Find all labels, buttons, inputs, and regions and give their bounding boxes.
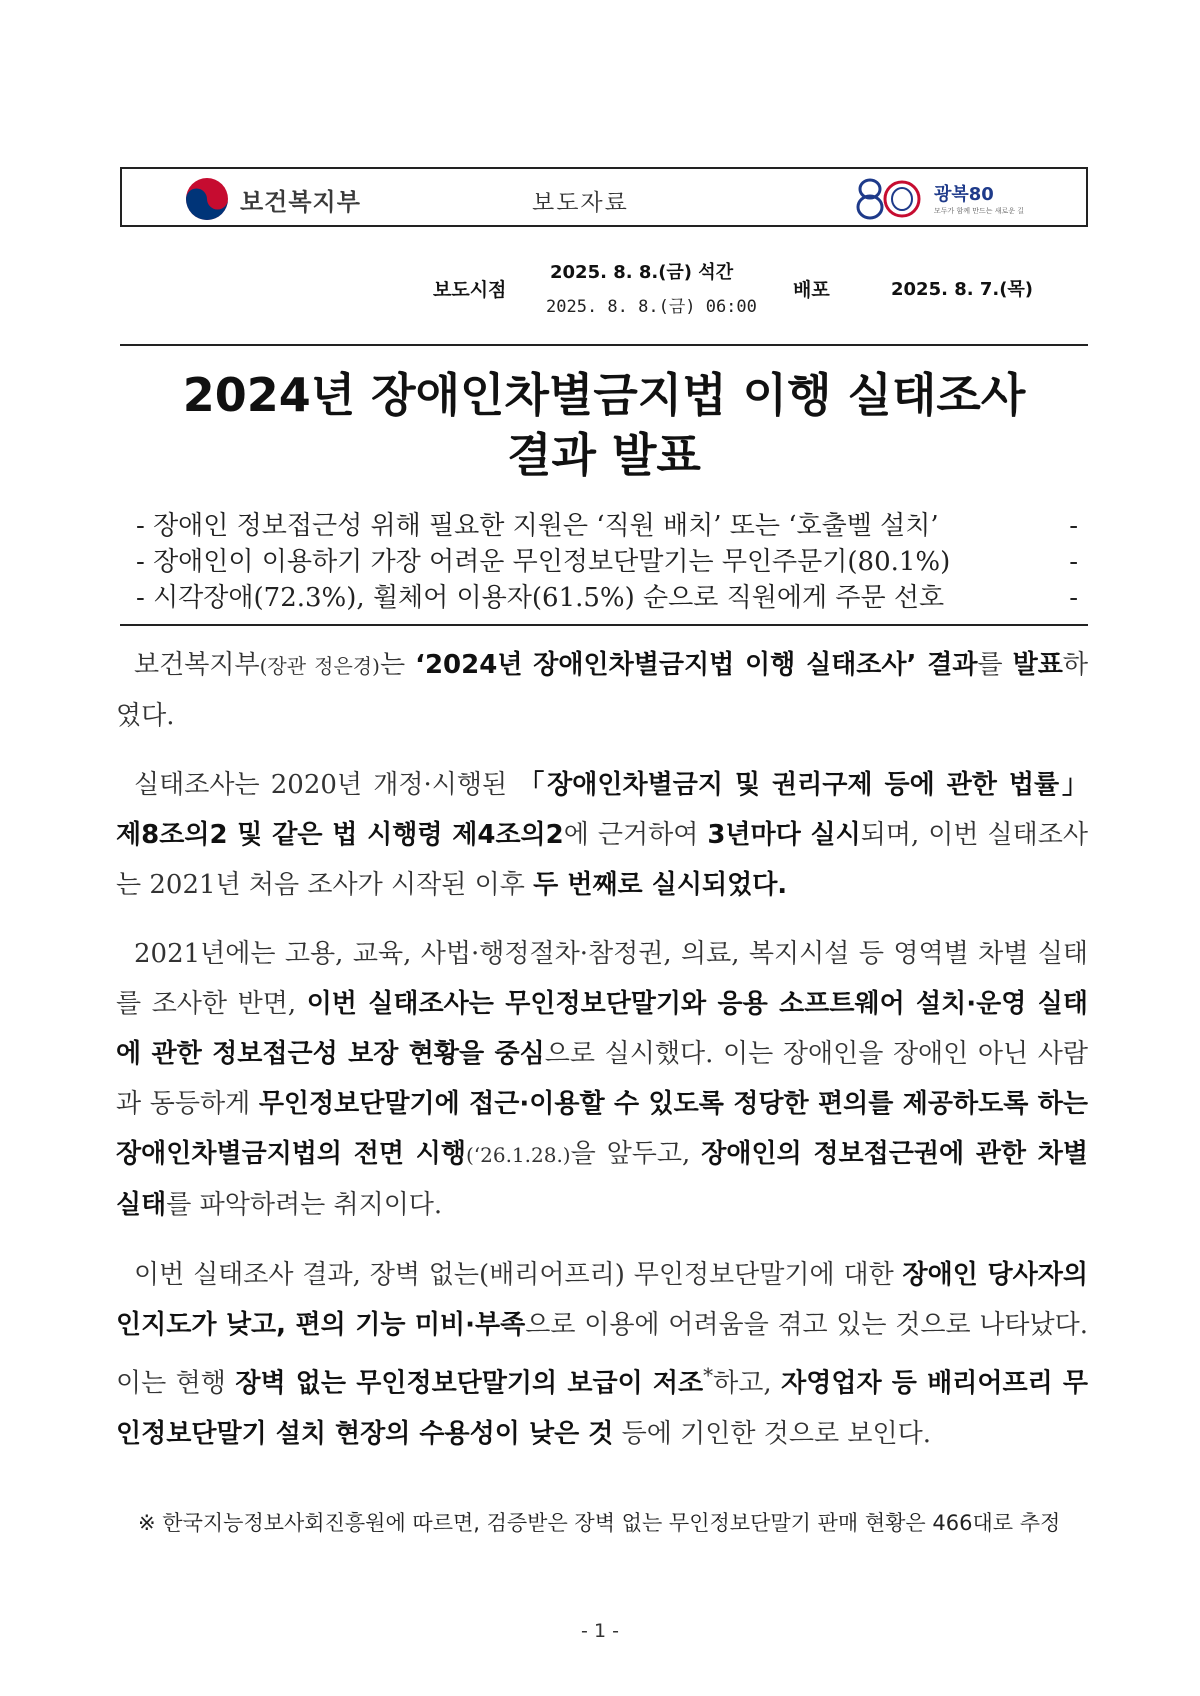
liberation-80-name: 광복80 [934,184,994,205]
page-title [120,365,1088,485]
footnote [138,1505,1088,1541]
subtitle-list [120,508,1088,616]
header-box [120,167,1088,227]
footnote-text: 한국지능정보사회진흥원에 따르면, 검증받은 장벽 없는 무인정보단말기 판매 현황은 466대로 추정 [162,1511,1061,1535]
paragraph-1: 보건복지부(장관 정은경)는 ‘2024년 장애인차별금지법 이행 실태조사’ 결과를 발표하였다. [116,650,1088,731]
title-line2: 결과 발표 [507,428,701,482]
paragraph-3: 2021년에는 고용, 교육, 사법·행정절차·참정권, 의료, 복지시설 등 영역별 차별 실태를 조사한 반면, 이번 실태조사는 무인정보단말기와 응용 소프트웨어 설치·운영 실태에 관한 정보접근성 보장 현황을 중심으로 실시했다. 이는 장애인을 장애인 아닌 사람과 동등하게 무인정보단말기에 접근·이용할 수 있도록 정당한 편의를 제공하도록 하는 장애인차별금지법의 전면 시행(‘26.1.28.)을 앞두고, 장애인의 정보접근권에 관한 차별 실태를 파악하려는 취지이다. [116,939,1089,1220]
ministry-logo [184,176,361,222]
ministry-name: 보건복지부 [240,187,361,216]
subtitle-item: - 장애인 정보접근성 위해 필요한 지원은 ‘직원 배치’ 또는 ‘호출벨 설치’ - [136,511,1078,541]
embargo-line2: 2025. 8. 8.(금) 06:00 [546,297,757,317]
release-info [0,252,1200,322]
paragraph-4: 이번 실태조사 결과, 장벽 없는(배리어프리) 무인정보단말기에 대한 장애인 당사자의 인지도가 낮고, 편의 기능 미비·부족으로 이용에 어려움을 겪고 있는 것으로 나타났다. 이는 현행 장벽 없는 무인정보단말기의 보급이 저조*하고, 자영업자 등 배리어프리 무인정보단말기 설치 현장의 수용성이 낮은 것 등에 기인한 것으로 보인다. [116,1260,1089,1449]
page-number: - 1 - [581,1620,619,1642]
taegeuk-icon [184,176,230,222]
subtitle-item: - 장애인이 이용하기 가장 어려운 무인정보단말기는 무인주문기(80.1%) - [136,547,1078,577]
footnote-mark: ※ [138,1511,156,1535]
doc-type-label: 보도자료 [532,190,629,216]
subtitle-item: - 시각장애(72.3%), 휠체어 이용자(61.5%) 순으로 직원에게 주문 선호 - [136,583,1078,613]
distribution-date: 2025. 8. 7.(목) [891,279,1034,300]
embargo-line1: 2025. 8. 8.(금) 석간 [550,262,734,283]
liberation-80-mark-icon [850,173,930,223]
liberation-80-tagline: 모두가 함께 만드는 새로운 길 [934,207,1025,215]
embargo-label: 보도시점 [433,279,507,301]
liberation-80-logo [850,173,1024,223]
paragraph-2: 실태조사는 2020년 개정·시행된 「장애인차별금지 및 권리구제 등에 관한 법률」 제8조의2 및 같은 법 시행령 제4조의2에 근거하여 3년마다 실시되며, 이번 실태조사는 2021년 처음 조사가 시작된 이후 두 번째로 실시되었다. [116,770,1088,900]
title-line1: 2024년 장애인차별금지법 이행 실태조사 [182,368,1026,422]
title-top-rule [120,344,1088,346]
distribution-label: 배포 [793,279,830,301]
subtitle-bottom-rule [120,624,1088,626]
